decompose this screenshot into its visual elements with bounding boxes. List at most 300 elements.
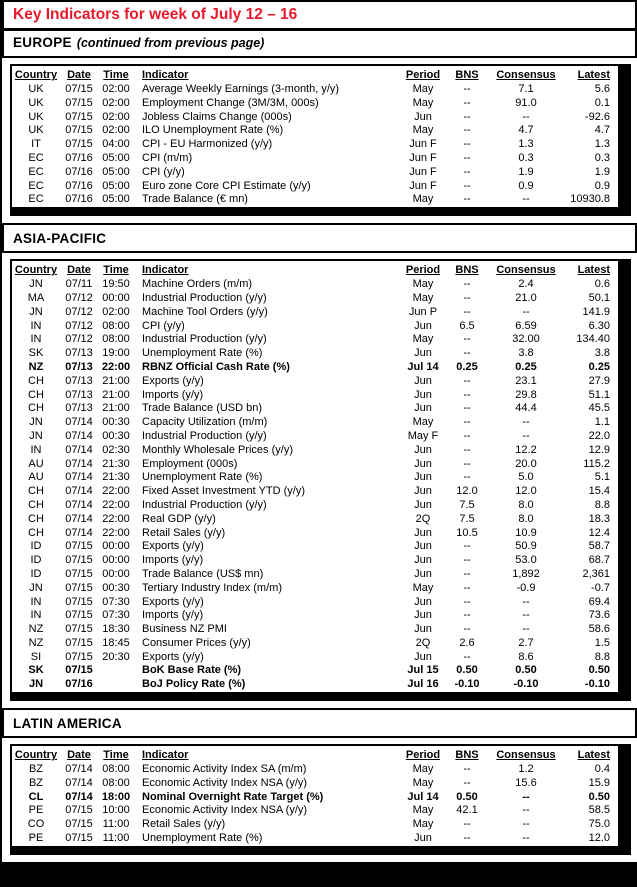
cell-indicator: Average Weekly Earnings (3-month, y/y): [142, 83, 340, 95]
cell-indicator: Trade Balance (US$ mn): [142, 567, 264, 580]
cell-date: 07/16: [65, 193, 93, 206]
cell-bns: --: [463, 443, 471, 456]
column-header-indicator: Indicator: [142, 749, 189, 762]
cell-indicator: Industrial Production (y/y): [142, 498, 267, 511]
table-row: [12, 664, 618, 678]
cell-date: 07/15: [65, 804, 93, 817]
cell-consensus: 15.6: [515, 776, 537, 789]
cell-country: UK: [28, 83, 44, 95]
cell-consensus: 1.3: [518, 138, 534, 151]
table-row: [12, 97, 618, 111]
cell-date: 07/13: [65, 388, 93, 401]
cell-indicator: Euro zone Core CPI Estimate (y/y): [142, 179, 311, 192]
table-header-row: [12, 66, 618, 83]
cell-date: 07/15: [65, 595, 93, 608]
cell-period: Jun: [414, 402, 432, 415]
cell-time: 22:00: [102, 485, 130, 498]
cell-country: IN: [30, 609, 42, 622]
cell-time: 19:00: [102, 347, 130, 360]
cell-bns: --: [463, 776, 471, 789]
cell-country: BZ: [28, 776, 44, 789]
cell-time: [98, 664, 134, 678]
cell-period: Jun: [414, 485, 432, 498]
cell-consensus: 10.9: [515, 526, 537, 539]
report-section: [2, 31, 637, 216]
table-row: [12, 375, 618, 389]
table-row: [12, 458, 618, 472]
cell-country: SK: [28, 664, 44, 677]
indicator-table: [12, 261, 618, 692]
cell-bns: 12.0: [456, 485, 478, 498]
cell-bns: --: [463, 471, 471, 484]
cell-time: 00:00: [102, 554, 130, 567]
section-heading: ASIA-PACIFIC: [13, 231, 107, 247]
cell-date: 07/16: [65, 179, 93, 192]
table-row: [12, 180, 618, 194]
cell-time: 21:30: [102, 457, 130, 470]
cell-indicator: Fixed Asset Investment YTD (y/y): [142, 485, 306, 498]
cell-latest: 69.4: [588, 595, 610, 608]
cell-country: IN: [30, 443, 42, 456]
cell-bns: --: [463, 124, 471, 137]
cell-time: 00:00: [102, 567, 130, 580]
cell-indicator: Retail Sales (y/y): [142, 818, 226, 831]
table-row: [12, 832, 618, 846]
table-row: [12, 804, 618, 818]
cell-country: ID: [30, 567, 42, 580]
cell-period: May: [412, 763, 434, 776]
table-row: [12, 596, 618, 610]
cell-consensus: 4.7: [518, 124, 534, 137]
cell-indicator: Retail Sales (y/y): [142, 526, 226, 539]
cell-bns: --: [463, 165, 471, 178]
indicator-table: [12, 66, 618, 207]
cell-country: EC: [28, 151, 44, 164]
table-row: [12, 791, 618, 805]
cell-time: 07:30: [102, 609, 130, 622]
cell-bns: --: [463, 609, 471, 622]
cell-country: ID: [30, 540, 42, 553]
cell-bns: --: [463, 83, 471, 95]
cell-latest: 0.50: [588, 664, 610, 677]
cell-consensus: --: [522, 429, 530, 442]
cell-latest: 58.6: [588, 623, 610, 636]
cell-date: 07/12: [65, 333, 93, 346]
cell-period: Jun: [414, 650, 432, 663]
cell-period: May: [412, 291, 434, 304]
report-section: [2, 708, 637, 855]
indicator-table-box: [10, 259, 631, 701]
table-row: [12, 818, 618, 832]
cell-latest: 0.3: [594, 151, 610, 164]
cell-period: May: [412, 416, 434, 429]
table-row: [12, 124, 618, 138]
cell-latest: 0.6: [594, 278, 610, 291]
cell-time: 00:30: [102, 581, 130, 594]
cell-consensus: --: [522, 110, 530, 123]
table-row: [12, 138, 618, 152]
cell-time: 22:00: [101, 360, 131, 373]
indicator-table-box: [10, 64, 631, 216]
cell-period: Jun P: [408, 305, 438, 318]
cell-period: Jun: [414, 595, 432, 608]
cell-indicator: BoJ Policy Rate (%): [142, 678, 246, 691]
cell-indicator: Machine Orders (m/m): [142, 278, 253, 291]
table-row: [12, 623, 618, 637]
cell-consensus: 1,892: [512, 567, 540, 580]
table-row: [12, 389, 618, 403]
cell-date: 07/15: [65, 664, 93, 677]
cell-bns: 0.25: [456, 360, 478, 373]
cell-indicator: Employment Change (3M/3M, 000s): [142, 96, 319, 109]
cell-date: 07/15: [65, 138, 93, 151]
cell-latest: 22.0: [588, 429, 610, 442]
cell-latest: 15.4: [588, 485, 610, 498]
cell-bns: --: [463, 402, 471, 415]
cell-indicator: Employment (000s): [142, 457, 238, 470]
cell-country: NZ: [28, 636, 44, 649]
cell-indicator: Industrial Production (y/y): [142, 333, 267, 346]
cell-period: May: [412, 96, 434, 109]
cell-time: 11:00: [102, 818, 130, 831]
cell-country: PE: [28, 804, 44, 817]
cell-indicator: ILO Unemployment Rate (%): [142, 124, 284, 137]
cell-consensus: 5.0: [518, 471, 534, 484]
cell-period: May F: [407, 429, 439, 442]
cell-date: 07/15: [65, 623, 93, 636]
cell-bns: --: [463, 278, 471, 291]
cell-indicator: Economic Activity Index SA (m/m): [142, 763, 307, 776]
cell-consensus: 12.0: [515, 485, 537, 498]
cell-date: 07/15: [65, 636, 93, 649]
table-row: [12, 320, 618, 334]
cell-indicator: CPI - EU Harmonized (y/y): [142, 138, 273, 151]
cell-period: Jun F: [409, 179, 437, 192]
cell-country: IN: [30, 595, 42, 608]
cell-bns: --: [463, 305, 471, 318]
cell-indicator: Monthly Wholesale Prices (y/y): [142, 443, 293, 456]
cell-indicator: Imports (y/y): [142, 554, 204, 567]
cell-period: Jun F: [409, 138, 437, 151]
cell-bns: -0.10: [454, 678, 480, 691]
cell-country: EC: [28, 179, 44, 192]
column-header-consensus: Consensus: [496, 749, 556, 762]
cell-bns: --: [463, 567, 471, 580]
cell-latest: -92.6: [584, 110, 610, 123]
cell-country: CH: [28, 374, 44, 387]
cell-period: Jun: [414, 319, 432, 332]
cell-consensus: --: [522, 804, 530, 817]
table-row: [12, 166, 618, 180]
column-header-indicator: Indicator: [142, 69, 189, 81]
cell-country: CH: [28, 512, 44, 525]
cell-consensus: --: [522, 595, 530, 608]
cell-bns: --: [463, 429, 471, 442]
cell-country: CL: [28, 790, 44, 803]
cell-consensus: --: [522, 609, 530, 622]
table-row: [12, 416, 618, 430]
cell-date: 07/14: [65, 429, 93, 442]
cell-time: 02:00: [102, 96, 130, 109]
cell-period: May: [412, 818, 434, 831]
cell-time: 04:00: [102, 138, 130, 151]
cell-period: Jun: [414, 540, 432, 553]
cell-bns: --: [463, 581, 471, 594]
cell-period: May: [412, 124, 434, 137]
cell-country: JN: [29, 429, 43, 442]
cell-latest: 12.9: [588, 443, 610, 456]
cell-country: UK: [28, 96, 44, 109]
cell-latest: 75.0: [588, 818, 610, 831]
cell-date: 07/15: [65, 567, 93, 580]
report-section: [2, 223, 637, 701]
cell-time: 11:00: [102, 832, 130, 845]
column-header-latest: Latest: [577, 749, 610, 762]
cell-consensus: 23.1: [515, 374, 537, 387]
cell-bns: 10.5: [456, 526, 478, 539]
cell-bns: 2.6: [459, 636, 475, 649]
column-header-indicator: Indicator: [142, 264, 189, 277]
cell-indicator: Economic Activity Index NSA (y/y): [142, 804, 308, 817]
cell-country: NZ: [28, 623, 44, 636]
cell-bns: --: [463, 179, 471, 192]
cell-latest: 50.1: [588, 291, 610, 304]
column-header-country: Country: [14, 264, 58, 277]
cell-date: 07/14: [65, 776, 93, 789]
section-heading: EUROPE: [13, 35, 72, 50]
cell-latest: 134.40: [576, 333, 610, 346]
column-header-time: Time: [103, 749, 129, 762]
cell-time: 22:00: [102, 512, 130, 525]
cell-bns: 6.5: [459, 319, 475, 332]
cell-latest: 12.4: [588, 526, 610, 539]
cell-bns: --: [463, 818, 471, 831]
cell-consensus: -0.10: [513, 678, 539, 691]
cell-country: CH: [28, 485, 44, 498]
cell-indicator: Jobless Claims Change (000s): [142, 110, 292, 123]
cell-consensus: 1.9: [518, 165, 534, 178]
cell-period: 2Q: [415, 512, 431, 525]
column-header-time: Time: [103, 69, 129, 81]
cell-indicator: Imports (y/y): [142, 388, 204, 401]
cell-indicator: RBNZ Official Cash Rate (%): [142, 360, 290, 373]
table-row: [12, 609, 618, 623]
column-header-bns: BNS: [455, 69, 479, 81]
cell-bns: --: [463, 333, 471, 346]
cell-period: May: [412, 193, 434, 206]
cell-indicator: Nominal Overnight Rate Target (%): [142, 790, 324, 803]
cell-time: 00:00: [102, 291, 130, 304]
cell-time: 02:00: [102, 83, 130, 95]
cell-consensus: 8.0: [518, 498, 534, 511]
cell-country: CO: [27, 818, 45, 831]
cell-latest: 141.9: [582, 305, 610, 318]
cell-consensus: 0.25: [515, 360, 537, 373]
cell-consensus: 0.50: [515, 664, 537, 677]
cell-latest: 1.9: [594, 165, 610, 178]
cell-time: 05:00: [102, 165, 130, 178]
cell-bns: --: [463, 96, 471, 109]
cell-latest: 8.8: [594, 498, 610, 511]
table-row: [12, 763, 618, 777]
cell-latest: 10930.8: [570, 193, 610, 206]
table-row: [12, 637, 618, 651]
cell-country: IT: [31, 138, 41, 151]
cell-date: 07/16: [65, 165, 93, 178]
cell-date: 07/14: [65, 457, 93, 470]
cell-consensus: --: [522, 832, 530, 845]
cell-country: ID: [30, 554, 42, 567]
cell-time: 02:30: [102, 443, 130, 456]
cell-consensus: --: [522, 193, 530, 206]
cell-date: 07/14: [65, 485, 93, 498]
cell-consensus: 0.3: [518, 151, 534, 164]
table-row: [12, 444, 618, 458]
cell-latest: 15.9: [588, 776, 610, 789]
cell-bns: 0.50: [456, 790, 478, 803]
cell-consensus: --: [522, 416, 530, 429]
cell-time: 21:00: [102, 374, 130, 387]
cell-time: 10:00: [102, 804, 130, 817]
cell-bns: 0.50: [456, 664, 478, 677]
cell-time: [98, 678, 134, 692]
cell-latest: 58.7: [588, 540, 610, 553]
cell-indicator: Tertiary Industry Index (m/m): [142, 581, 282, 594]
cell-country: IN: [30, 319, 42, 332]
cell-time: 18:00: [101, 790, 131, 803]
cell-date: 07/15: [65, 818, 93, 831]
cell-indicator: CPI (y/y): [142, 165, 185, 178]
cell-date: 07/15: [65, 650, 93, 663]
cell-indicator: Trade Balance (€ mn): [142, 193, 248, 206]
column-header-period: Period: [405, 749, 441, 762]
column-header-country: Country: [14, 69, 58, 81]
cell-bns: --: [463, 540, 471, 553]
cell-consensus: 8.0: [518, 512, 534, 525]
cell-bns: --: [463, 193, 471, 206]
cell-latest: 0.4: [594, 763, 610, 776]
cell-date: 07/14: [65, 416, 93, 429]
column-header-consensus: Consensus: [496, 264, 556, 277]
cell-period: Jun F: [409, 165, 437, 178]
cell-date: 07/12: [65, 291, 93, 304]
cell-indicator: CPI (m/m): [142, 151, 193, 164]
table-row: [12, 193, 618, 207]
cell-consensus: 8.6: [518, 650, 534, 663]
cell-bns: 7.5: [459, 512, 475, 525]
cell-indicator: Imports (y/y): [142, 609, 204, 622]
cell-bns: 42.1: [456, 804, 478, 817]
cell-latest: 2,361: [582, 567, 610, 580]
cell-bns: --: [463, 374, 471, 387]
cell-country: JN: [29, 305, 43, 318]
bottom-black-band: [2, 862, 637, 887]
table-row: [12, 485, 618, 499]
cell-latest: -0.10: [584, 678, 610, 691]
cell-period: Jun F: [409, 151, 437, 164]
cell-period: May: [412, 581, 434, 594]
cell-country: EC: [28, 165, 44, 178]
table-row: [12, 540, 618, 554]
cell-period: May: [412, 333, 434, 346]
cell-time: 08:00: [102, 333, 130, 346]
cell-time: 22:00: [102, 498, 130, 511]
cell-period: Jun: [414, 110, 432, 123]
column-header-date: Date: [67, 749, 91, 762]
cell-country: PE: [28, 832, 44, 845]
table-row: [12, 402, 618, 416]
cell-date: 07/11: [65, 278, 93, 291]
cell-consensus: --: [522, 818, 530, 831]
cell-latest: 5.6: [594, 83, 610, 95]
cell-consensus: 3.8: [518, 347, 534, 360]
cell-date: 07/14: [65, 471, 93, 484]
cell-date: 07/15: [65, 83, 93, 95]
cell-latest: 51.1: [588, 388, 610, 401]
cell-date: 07/15: [65, 110, 93, 123]
cell-period: Jul 14: [407, 790, 439, 803]
cell-consensus: 2.4: [518, 278, 534, 291]
cell-latest: 8.8: [594, 650, 610, 663]
cell-country: BZ: [28, 763, 44, 776]
page-title-bar: [2, 0, 637, 31]
cell-date: 07/12: [65, 319, 93, 332]
cell-latest: 1.5: [594, 636, 610, 649]
table-row: [12, 582, 618, 596]
cell-indicator: Industrial Production (y/y): [142, 291, 267, 304]
cell-date: 07/15: [65, 124, 93, 137]
cell-period: Jul 14: [407, 360, 439, 373]
cell-time: 05:00: [102, 193, 130, 206]
cell-date: 07/13: [65, 402, 93, 415]
cell-indicator: Exports (y/y): [142, 595, 204, 608]
cell-indicator: Exports (y/y): [142, 650, 204, 663]
cell-latest: 73.6: [588, 609, 610, 622]
cell-bns: --: [463, 457, 471, 470]
cell-consensus: 0.9: [518, 179, 534, 192]
cell-time: 08:00: [102, 763, 130, 776]
table-row: [12, 554, 618, 568]
column-header-period: Period: [405, 264, 441, 277]
indicator-table: [12, 746, 618, 846]
cell-consensus: 29.8: [515, 388, 537, 401]
section-heading-bar: [2, 708, 637, 738]
cell-country: AU: [28, 471, 44, 484]
cell-period: May: [412, 776, 434, 789]
cell-latest: 1.3: [594, 138, 610, 151]
cell-country: CH: [28, 388, 44, 401]
column-header-time: Time: [103, 264, 129, 277]
section-heading-bar: [2, 31, 637, 58]
cell-bns: --: [463, 291, 471, 304]
cell-time: 21:30: [102, 471, 130, 484]
cell-latest: 58.5: [588, 804, 610, 817]
cell-period: 2Q: [415, 636, 431, 649]
cell-period: May: [412, 804, 434, 817]
cell-time: 05:00: [102, 151, 130, 164]
cell-country: SK: [28, 347, 44, 360]
cell-indicator: Industrial Production (y/y): [142, 429, 267, 442]
cell-time: 08:00: [102, 319, 130, 332]
table-row: [12, 347, 618, 361]
section-heading-bar: [2, 223, 637, 253]
cell-latest: 6.30: [588, 319, 610, 332]
cell-latest: 12.0: [588, 832, 610, 845]
cell-consensus: 1.2: [518, 763, 534, 776]
cell-date: 07/15: [65, 96, 93, 109]
cell-consensus: 6.59: [515, 319, 537, 332]
cell-bns: --: [463, 623, 471, 636]
